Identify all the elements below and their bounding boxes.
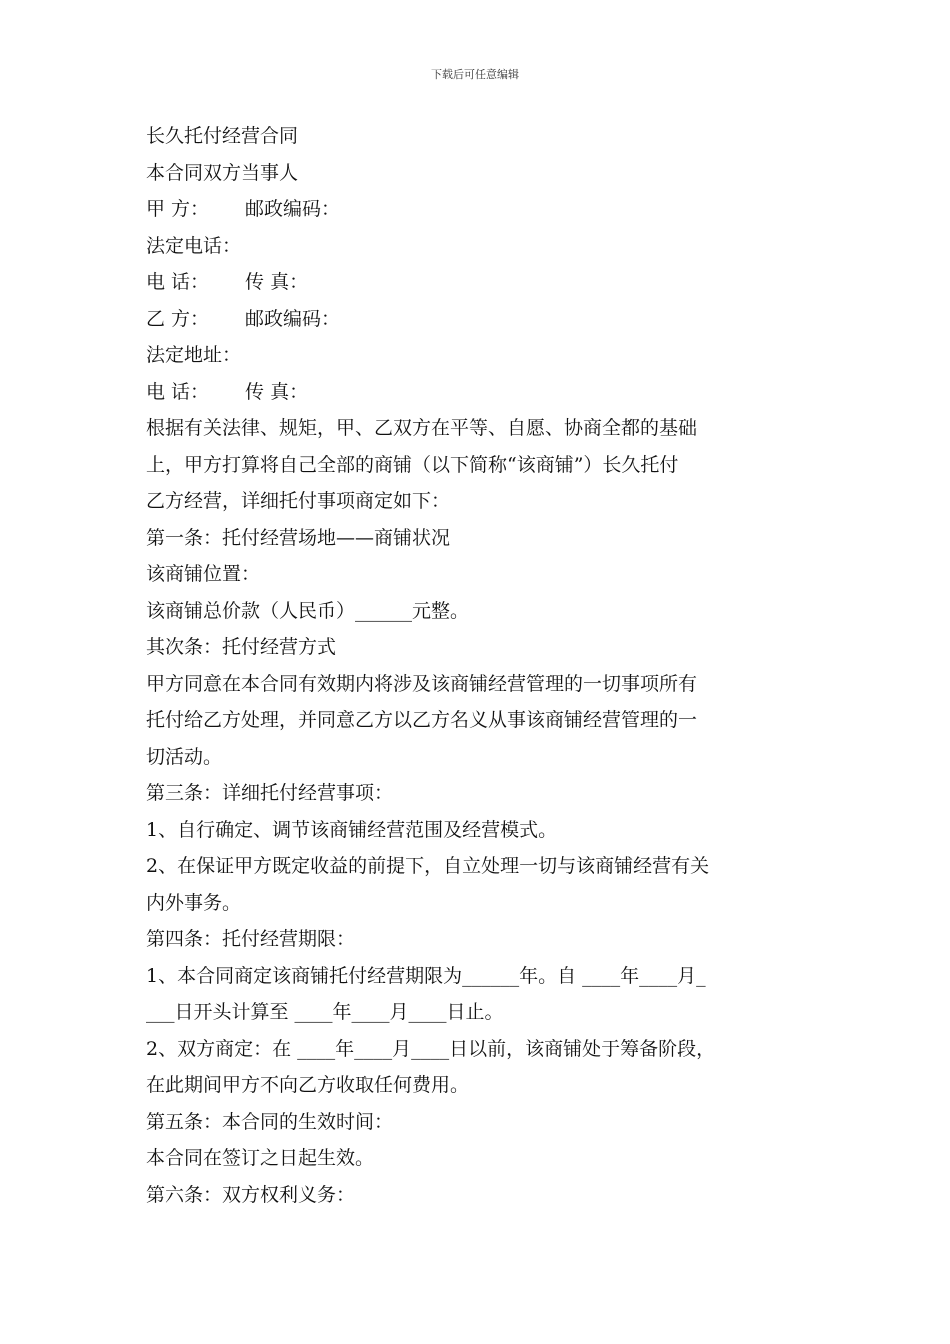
article-3-item-2-line-2: 内外事务。: [146, 891, 242, 914]
article-4-item-1-line-1: 1、本合同商定该商铺托付经营期限为______年。自 ____年____月_: [146, 964, 706, 987]
phone-label-2: 电 话：: [146, 380, 210, 403]
legal-address-line: 法定地址：: [146, 344, 242, 366]
article-3-item-1: 1、自行确定、调节该商铺经营范围及经营模式。: [146, 818, 558, 841]
article-4-heading: 第四条：托付经营期限：: [146, 928, 356, 950]
article-4-item-2-line-1: 2、双方商定：在 ____年____月____日以前，该商铺处于筹备阶段，: [146, 1037, 716, 1060]
phone-label-1: 电 话：: [146, 271, 210, 293]
fax-label-1: 传 真：: [245, 271, 309, 293]
article-1-heading: 第一条：托付经营场地——商铺状况: [146, 526, 451, 549]
article-6-heading: 第六条：双方权利义务：: [146, 1183, 356, 1206]
intro-line-3: 乙方经营，详细托付事项商定如下：: [146, 490, 451, 512]
article-4-item-1-line-2: ___日开头计算至 ____年____月____日止。: [146, 1001, 504, 1023]
document-body: [146, 118, 812, 1213]
article-5-body: 本合同在签订之日起生效。: [146, 1147, 375, 1169]
article-5-heading: 第五条：本合同的生效时间：: [146, 1110, 394, 1133]
phone-fax-line-2: [146, 374, 812, 411]
intro-line-2: 上，甲方打算将自己全部的商铺（以下简称“该商铺”）长久托付: [146, 453, 679, 476]
page-header: 下载后可任意编辑: [431, 68, 519, 81]
article-2-line-1: 甲方同意在本合同有效期内将涉及该商铺经营管理的一切事项所有: [146, 672, 698, 695]
article-3-heading: 第三条：详细托付经营事项：: [146, 782, 394, 804]
party-a-label: 甲 方：: [146, 198, 210, 220]
shop-location-line: 该商铺位置：: [146, 563, 261, 585]
article-2-line-2: 托付给乙方处理，并同意乙方以乙方名义从事该商铺经营管理的一: [146, 709, 698, 731]
parties-heading: 本合同双方当事人: [146, 161, 299, 184]
article-2-line-3: 切活动。: [146, 745, 223, 768]
legal-phone-line: 法定电话：: [146, 234, 242, 257]
intro-line-1: 根据有关法律、规矩，甲、乙双方在平等、自愿、协商全都的基础: [146, 417, 698, 439]
fax-label-2: 传 真：: [245, 380, 309, 403]
shop-price-line: 该商铺总价款（人民币）______元整。: [146, 599, 470, 622]
article-2-heading: 其次条：托付经营方式: [146, 636, 337, 658]
party-a-postcode-label: 邮政编码：: [245, 198, 341, 220]
document-title: 长久托付经营合同: [146, 125, 299, 147]
party-a-line: [146, 191, 812, 228]
party-b-line: [146, 301, 812, 338]
party-b-postcode-label: 邮政编码：: [245, 307, 341, 330]
party-b-label: 乙 方：: [146, 307, 210, 330]
article-4-item-2-line-2: 在此期间甲方不向乙方收取任何费用。: [146, 1074, 470, 1096]
article-3-item-2-line-1: 2、在保证甲方既定收益的前提下，自立处理一切与该商铺经营有关: [146, 855, 710, 877]
phone-fax-line-1: [146, 264, 812, 301]
